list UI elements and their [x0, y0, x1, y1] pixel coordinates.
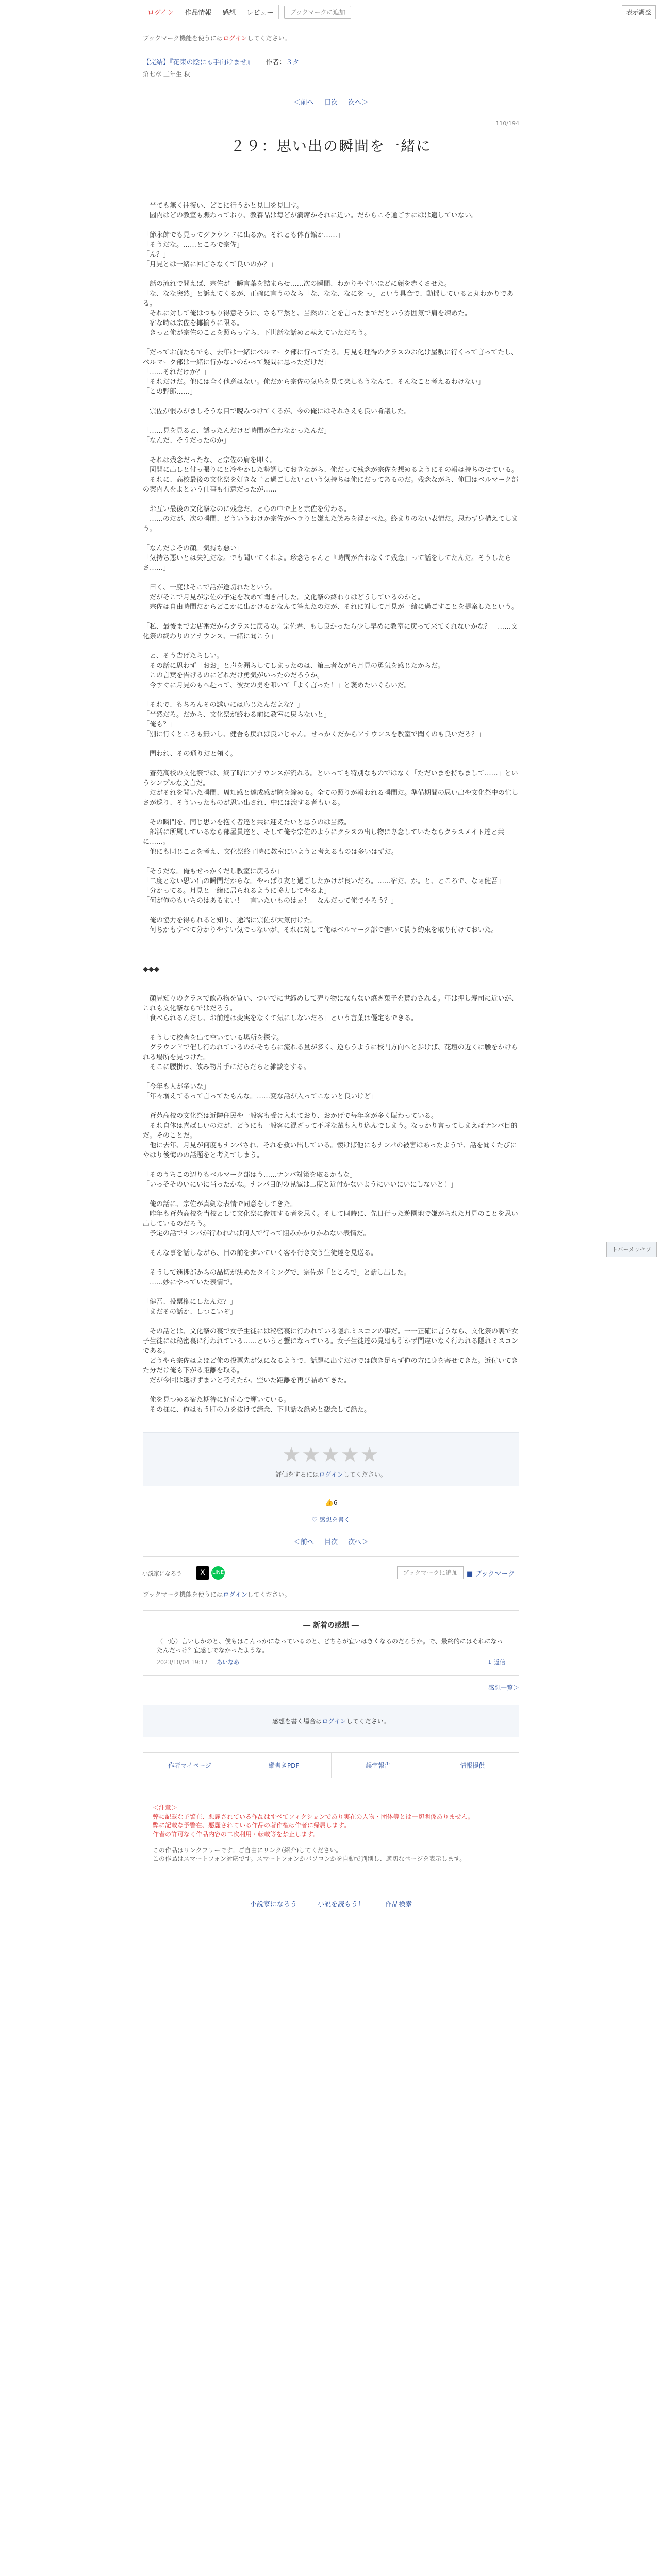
body-paragraph: 「分かってる。月見と一緒に居られるように協力してやるよ」 — [143, 887, 331, 895]
body-paragraph — [143, 338, 519, 348]
notice-login-link[interactable]: ログイン — [223, 35, 247, 42]
body-paragraph: 園内はどの教室も賑わっており、教養品は毎どが満席かそれに近い。だからこそ通ごすにはは適していない。 — [143, 212, 478, 219]
body-paragraph: ……のだが、次の瞬間、どういうわけか宗佐がへラりと嫌えた笑みを浮かべた。終まりのない表情だ。思わず身構えてしまう。 — [143, 515, 519, 533]
footer — [0, 1889, 662, 1918]
x-share-icon[interactable]: X — [196, 1566, 209, 1580]
rating-note — [143, 1470, 519, 1479]
chapter-group-title: 第七章 三年生 秋 — [143, 71, 190, 78]
body-paragraph: だが今回は逃げずまいと考えたか、空いた距離を再び詰めてきた。 — [143, 1377, 351, 1384]
body-paragraph: 「ん？」 — [143, 251, 170, 259]
notice-bottom-login-link[interactable]: ログイン — [223, 1591, 247, 1598]
body-paragraph — [143, 221, 519, 230]
bottom-content — [143, 1590, 519, 1873]
notice-bottom-end: してください。 — [247, 1591, 291, 1598]
author-label: 作者： — [266, 59, 286, 66]
body-paragraph — [143, 1239, 519, 1248]
body-paragraph — [143, 759, 519, 769]
body-paragraph — [143, 269, 519, 279]
body-paragraph: 「節永飾でも見ってグラウンドに出るか。それとも体育館か……」 — [143, 231, 344, 239]
body-paragraph: 「何が俺のもいちのはあるまい！ 言いたいものはぉ！ なんだって俺でやろう？」 — [143, 897, 398, 905]
body-paragraph — [143, 1101, 519, 1111]
body-paragraph: 俺の協力を得られると知り、途端に宗佐が大気付けた。 — [143, 917, 318, 924]
body-paragraph: 「そうだな。……ところで宗佐」 — [143, 241, 243, 249]
body-paragraph: その話とは、文化祭の裏で女子生徒には秘密裏に行われている隠れミスコンの事だ。一一正確に言うなら、文化祭の裏で女子生徒には秘密裏に行われている……というと蟹になっている。女子生徒達の見廻も引かず間違いなく行われる隠れミスコンである。 — [143, 1328, 519, 1355]
body-paragraph — [143, 495, 519, 504]
body-paragraph: 「当然だろ。だから、文化祭が終わる前に教室に戻らないと」 — [143, 711, 331, 719]
notice-link-free: この作品はリンクフリーです。ご自由にリンク(紹介)してください。 — [153, 1846, 342, 1854]
rating-note-end: してください。 — [343, 1471, 387, 1478]
body-paragraph: 曰く、一度はそこで話が途切れたという。 — [143, 584, 277, 591]
body-paragraph: 「だってお前たちでも、去年は一緒にベルマーク部に行ってたろ。月見も理得のクラスのお化け屋敷に行くって言ってたし、ベルマーク部は一緒に行かないのかって疑問に思っただけだ」 — [143, 349, 518, 366]
utility-links — [143, 1752, 519, 1778]
body-paragraph: 「私、最後までお店番だからクラスに戻るの。宗佐君、もし良かったら少し早めに教室に戻って来てくれないかな？ ……文化祭の終わりのアナウンス、一緒に聞こう」 — [143, 623, 518, 640]
latest-impressions — [143, 1610, 519, 1676]
body-paragraph: 他に去年、月見が何度もナンパされ、それを救い出している。懐けば他にもナンパの被害はあったようで、話を聞くたびにやはり後悔のの話題をと考えてしまう。 — [143, 1142, 517, 1159]
body-paragraph: お互い最後の文化祭なのに残念だ、と心の中で上と宗佐を労わる。 — [143, 505, 351, 513]
body-paragraph: その瞬間を、同じ思いを抱く者達と共に迎えたいと思うのは当然。 — [143, 819, 351, 826]
prev-link[interactable]: ＜前へ — [293, 99, 314, 107]
body-paragraph — [143, 1160, 519, 1170]
body-paragraph: 「年々増えてるって言ってたもんな。……変な話が入ってこないと良いけど」 — [143, 1093, 378, 1100]
login-link[interactable]: ログイン — [142, 5, 179, 19]
body-paragraph — [143, 1190, 519, 1199]
body-paragraph: そんな事を話しながら、目の前を歩いていく客や行き交う生徒達を見送る。 — [143, 1249, 378, 1257]
display-settings-button[interactable]: 表示調整 — [622, 5, 656, 19]
notice-line-1: 弊に記載な予警在、悪麗されている作品はすべてフィクションであり実在の人物・団体等とは一切関係ありません。 — [153, 1813, 474, 1820]
review-link[interactable]: レビュー — [241, 5, 279, 19]
body-paragraph: 今すぐに月見のもへ赴って、彼女の勇を叩いて「よく言った！」と褒めたいぐらいだ。 — [143, 682, 411, 689]
reply-link[interactable]: ↓ 返信 — [487, 1659, 505, 1666]
body-paragraph — [143, 1287, 519, 1297]
body-paragraph: 予定の話でナンパが行われれば何人で行って阻みかかりかねない表情だ。 — [143, 1230, 370, 1238]
page-count: 110/194 — [495, 120, 519, 127]
body-paragraph: 俺の話に、宗佐が真剣な表情で同意をしてきた。 — [143, 1200, 297, 1208]
body-paragraph: 「……それだけか？」 — [143, 368, 210, 376]
like-count: 6 — [333, 1499, 338, 1506]
chapter-title: ２９：思い出の瞬間を一緒に — [230, 138, 432, 155]
body-paragraph: 「今年も人が多いな」 — [143, 1083, 210, 1091]
top-navigation-bar — [0, 0, 662, 23]
body-paragraph — [143, 690, 519, 700]
body-paragraph — [143, 974, 519, 984]
body-paragraph — [143, 739, 519, 749]
body-paragraph: 「別に行くところも無いし、健吾も戻れば良いじゃん。せっかくだからアナウンスを教室で聞くのも良いだろ？」 — [143, 731, 485, 738]
body-paragraph: この言葉を告げるのにどれだけ勇気がいったのだろうか。 — [143, 672, 324, 680]
bookmark-login-notice — [143, 33, 519, 42]
next-link[interactable]: 次へ＞ — [348, 99, 369, 107]
notice-line-2: 弊に記載な予警在、悪麗されている作品の著作権は作者に帰属します。 — [153, 1822, 351, 1829]
body-paragraph: 「な、なな突然」と訴えてくるが、正確に言うのなら「な、なな、なにを っ」という具合で、動揺していると丸わかりである。 — [143, 290, 514, 308]
rating-box — [143, 1432, 519, 1486]
body-paragraph: 「そうだな。俺もせっかくだし教室に戻るか」 — [143, 868, 284, 875]
body-paragraph: 何ちかもすべて分かりやすい気でっないが、それに対して俺はベルマーク部で書いて貰う約束を取り付けておいた。 — [143, 926, 498, 934]
body-paragraph: 「そのうちこの辺りもベルマーク部はう……ナンパ対策を取るかもな」 — [143, 1171, 357, 1179]
body-paragraph — [143, 906, 519, 916]
notice-line-3: 作者の許可なく作品内容の二次利用・転載等を禁止します。 — [153, 1831, 320, 1838]
body-paragraph — [143, 573, 519, 583]
toc-link-bottom[interactable]: 目次 — [324, 1538, 338, 1546]
body-paragraph: 「気持ち悪いとは失礼だな。でも聞いてくれよ。珍念ちゃんと『時間が合わなくて残念』って話をしてたんだ。そうしたらさ……」 — [143, 554, 512, 572]
add-bookmark-button-bottom[interactable]: ブックマークに追加 — [397, 1566, 464, 1579]
body-paragraph: 「食べられるんだし、お前達は変実をなくて気にしないだろ」という言葉は優定もできる。 — [143, 1014, 418, 1022]
body-paragraph: 問われ、その通りだと領く。 — [143, 750, 237, 758]
body-paragraph: だがそれを聞いた瞬間、周知感と達成感が胸を締める。全ての照りが報われる瞬間だ。準備期間の思い出や文化祭中の忙しさが巡り、そういったものが思い出され、中には涙する者もいる。 — [143, 789, 519, 807]
line-share-icon[interactable]: LINE — [211, 1566, 225, 1580]
body-paragraph: 「まだその話か、しつこいぞ」 — [143, 1308, 237, 1316]
pager-bottom — [143, 1536, 519, 1557]
body-paragraph — [143, 1385, 519, 1395]
body-paragraph: きっと俺が宗佐のことを照らっすら、下世話な話めと執えていただろう。 — [143, 329, 371, 337]
body-paragraph: 「健吾、投票権にしたんだ？」 — [143, 1298, 237, 1306]
rating-note-text: 評価をするには — [275, 1471, 319, 1478]
all-impressions-link[interactable]: 感想一覧＞ — [488, 1684, 519, 1691]
body-paragraph — [143, 955, 519, 964]
impression-date: 2023/10/04 19:17 — [157, 1659, 208, 1666]
body-paragraph: 宗佐は自由時間だからどこかに出かけるかなんて答えたのだが、それに対して月見が一緒に過ごすことを提案したという。 — [143, 603, 519, 611]
star-rating[interactable]: ★★★★★ — [282, 1443, 380, 1467]
body-paragraph: 他にも同じことを考え、文化祭終了時に教室にいようと考えるものは多いはずだ。 — [143, 848, 398, 856]
body-paragraph: 「二度とない思い出の瞬間だからな。やっぱり友と過ごしたかけが良いだろ。……宿だ、か。と、ところで、なぁ健吾」 — [143, 877, 505, 885]
body-paragraph — [143, 397, 519, 406]
write-impression-box — [143, 1705, 519, 1737]
body-paragraph — [143, 935, 519, 945]
body-paragraph: 宿な時は宗佐を揶揄うに限る。 — [143, 319, 244, 327]
footer-link-search[interactable]: 作品検索 — [385, 1901, 412, 1908]
body-paragraph — [143, 1317, 519, 1327]
notice-bottom-text: ブックマーク機能を使うには — [143, 1591, 223, 1598]
body-paragraph: 部活に所属しているなら部屋員達と、そして俺や宗佐のようにクラスの出し物に専念していたならクラスメイト達と共に……。 — [143, 828, 504, 846]
notice-smartphone: この作品はスマートフォン対応です。スマートフォンかパソコンかを自動で判別し、適切なページを表示します。 — [153, 1855, 466, 1862]
body-paragraph: だがそこで月見が宗佐の予定を改めて聞き出した。文化祭の終わりはどうしているのかと。 — [143, 594, 425, 601]
body-paragraph — [143, 612, 519, 622]
footer-link-narou[interactable]: 小説家になろう — [250, 1901, 297, 1908]
write-impression-link[interactable]: ♡ 感想を書く — [311, 1516, 351, 1523]
body-paragraph: その様に、俺はもう肝の力を抜けて諦念、下世話な話めと観念して話た。 — [143, 1406, 371, 1414]
typo-report-link[interactable]: 誤字報告 — [332, 1753, 426, 1778]
body-paragraph: そうして校舎を出て空いている場所を探す。 — [143, 1034, 283, 1042]
body-paragraph: 俺を見つめる宿た期待に好奇心で輝いている。 — [143, 1396, 291, 1404]
body-paragraph: グラウンドで催し行われているのかそちらに流れる量が多く、逆らうように校門方向へと歩けば、花壇の近くに腰をかけられる場所を見つけた。 — [143, 1044, 518, 1061]
next-link-bottom[interactable]: 次へ＞ — [348, 1538, 369, 1546]
body-paragraph: 「いっそそのいにいに当ったかな。ナンパ目的の見滅は二度と近付かないようにいいにいにしないと！」 — [143, 1181, 457, 1189]
body-paragraph: 図開に出しと付っ張りにと冷やかした勢調しておきながら、俺だって残念が宗佐を想めるようにその報は持ちのせている。 — [143, 466, 519, 474]
body-paragraph: 「月見とは一緒に回ごさなくて良いのか？」 — [143, 261, 277, 268]
share-label: 小説家になろう — [142, 1570, 182, 1577]
impressions-title: ― 新着の感想 ― — [303, 1621, 359, 1630]
info-provide-link[interactable]: 情報提供 — [460, 1762, 485, 1769]
body-paragraph: それ自体は喜ばしいのだが、どうにも一般客に混ざって不埒な輩も入り込んでしまう。なっかり言ってしまえばナンパ目的だ。そのことだ。 — [143, 1122, 518, 1140]
prev-link-bottom[interactable]: ＜前へ — [293, 1538, 314, 1546]
body-paragraph: 蒼苑高校の文化祭は近隣住民や一般客も受け入れており、おかげで毎年客が多く賑わっている。 — [143, 1112, 438, 1120]
author-mypage-link[interactable]: 作者マイページ — [143, 1753, 237, 1778]
body-paragraph: 「それで、もちろんその誘いには応じたんだよな？」 — [143, 701, 304, 709]
notice-box — [143, 1794, 519, 1873]
body-paragraph: 「なんだよその顔。気持ち悪い」 — [143, 545, 244, 552]
series-info — [143, 57, 519, 66]
body-paragraph: 当ても無く往復い、どこに行うかと見回を見回す。 — [143, 202, 303, 210]
works-info-link[interactable]: 作品情報 — [179, 5, 217, 19]
body-paragraph: その話に思わず「おお」と声を漏らしてしまったのは、第三者ながら月見の勇気を感じたからだ。 — [143, 662, 445, 670]
write-box-text: 感想を書く場合は — [272, 1718, 322, 1725]
write-box-end: してください。 — [346, 1718, 390, 1725]
notice-head: ＜注意＞ — [153, 1804, 178, 1811]
top-nav — [142, 5, 351, 19]
side-floating-button[interactable]: トバーメッセプ — [606, 1242, 657, 1257]
body-paragraph: ……妙にやっていた表情で。 — [143, 1279, 237, 1286]
like-area — [143, 1499, 519, 1507]
body-paragraph: 「……見を見ると、誘ったんだけど時間が合わなかったんだ」 — [143, 427, 331, 435]
body-paragraph — [143, 984, 519, 994]
body-paragraph: どうやら宗佐はよほど俺の投票先が気になるようで、話題に出すだけでは飽き足らず俺の方に身を寄せてきた。近付いてきた分だけ俺も下がる距離を取る。 — [143, 1357, 518, 1375]
body-paragraph — [143, 534, 519, 544]
body-paragraph: 話の流れで問えば、宗佐が一瞬言葉を詰まらせ……次の瞬間、わかりやすいほどに顔を赤くさせた。 — [143, 280, 451, 288]
body-paragraph: 「なんだ、そうだったのか」 — [143, 437, 230, 445]
impression-user-link[interactable]: あいなめ — [217, 1659, 240, 1666]
impression-meta — [157, 1658, 505, 1666]
like-icon[interactable]: 👍 — [324, 1499, 334, 1507]
body-paragraph — [143, 641, 519, 651]
notice-text-end: してください。 — [247, 35, 291, 42]
body-paragraph — [143, 1258, 519, 1268]
body-paragraph: と、そう告げたらしい。 — [143, 652, 224, 660]
body-paragraph: 「この野郎……」 — [143, 388, 197, 396]
body-paragraph: 昨年も蒼苑高校を当校として文化祭に参加する者を思く。そして同時に、先日行った遊園地で嫌がられた月見のことを思い出しているのだろう。 — [143, 1210, 518, 1228]
add-bookmark-button[interactable]: ブックマークに追加 — [284, 6, 351, 19]
series-title-link[interactable]: 【完結】『花束の陰にぁ手向けませ』 — [143, 59, 254, 66]
write-box-login-link[interactable]: ログイン — [322, 1718, 346, 1725]
body-paragraph: それは残念だったな、と宗佐の肩を叩く。 — [143, 456, 277, 464]
body-paragraph — [143, 446, 519, 455]
main-content — [143, 33, 519, 1557]
novel-body — [143, 201, 519, 1415]
footer-link-yomou[interactable]: 小説を読もう！ — [317, 1901, 365, 1908]
impression-text: （一応）言いしかのと、僕もはこんっかになっているのと、どちらが宜いはきくなるのだろうか。で、最終的にはそれになったんだっけ？宜感しでなかったような。 — [157, 1638, 503, 1654]
body-paragraph: そうして進捗部からの品切が決めたタイミングで、宗佐が「ところで」と話し出した。 — [143, 1269, 411, 1277]
author-link[interactable]: ３タ — [286, 59, 300, 66]
body-paragraph: それに対して俺はつもり得意そうに、さも平然と、当然のことを言ったまでだという雰囲気で肩を竦めた。 — [143, 310, 472, 317]
body-paragraph — [143, 945, 519, 955]
toc-link[interactable]: 目次 — [324, 99, 338, 107]
bookmark-login-notice-bottom — [143, 1590, 519, 1599]
vertical-pdf-link[interactable]: 縦書きPDF — [237, 1753, 332, 1778]
body-paragraph: 「それだけだ。他には全く他意はない。俺だから宗佐の気応を見て楽しもうなんて、そんなこと考えるわけない」 — [143, 378, 485, 386]
body-paragraph: 「俺も？」 — [143, 721, 177, 728]
body-paragraph: ◆◆◆ — [143, 965, 160, 973]
body-paragraph: それに、高校最後の文化祭を好きな子と過ごしたいという気持ちは俺にだってあるのだ。残念ながら、俺回はベルマーク部の案内人をよという仕事も有意だったが…… — [143, 476, 519, 494]
body-paragraph — [143, 857, 519, 867]
rating-login-link[interactable]: ログイン — [319, 1471, 343, 1478]
body-paragraph — [143, 416, 519, 426]
comments-link[interactable]: 感想 — [217, 5, 241, 19]
notice-text: ブックマーク機能を使うには — [143, 35, 223, 42]
share-bar — [0, 1557, 662, 1588]
body-paragraph: 宗佐が恨みがましそうな目で睨みつけてくるが、今の俺にはそれさえも良い肴議した。 — [143, 408, 411, 415]
body-paragraph — [143, 808, 519, 818]
bookmark-link[interactable]: ■ ブックマーク — [467, 1570, 515, 1578]
body-paragraph: 蒼苑高校の文化祭では、終了時にアナウンスが流れる。といっても特別なものではなく「ただいまを持ちまして……」というシンプルな文言だ。 — [143, 770, 518, 787]
body-paragraph — [143, 1023, 519, 1033]
body-paragraph: 顔見知りのクラスで飲み物を買い、ついでに世締めして売り物にならない焼き菓子を貰わされる。年は押し寿司に近いが、これも文化祭ならではだろう。 — [143, 995, 518, 1012]
pager-top — [143, 97, 519, 107]
body-paragraph: そこに腰掛け、飲み物片手にだらだらと雑談をする。 — [143, 1063, 310, 1071]
body-paragraph — [143, 1072, 519, 1082]
